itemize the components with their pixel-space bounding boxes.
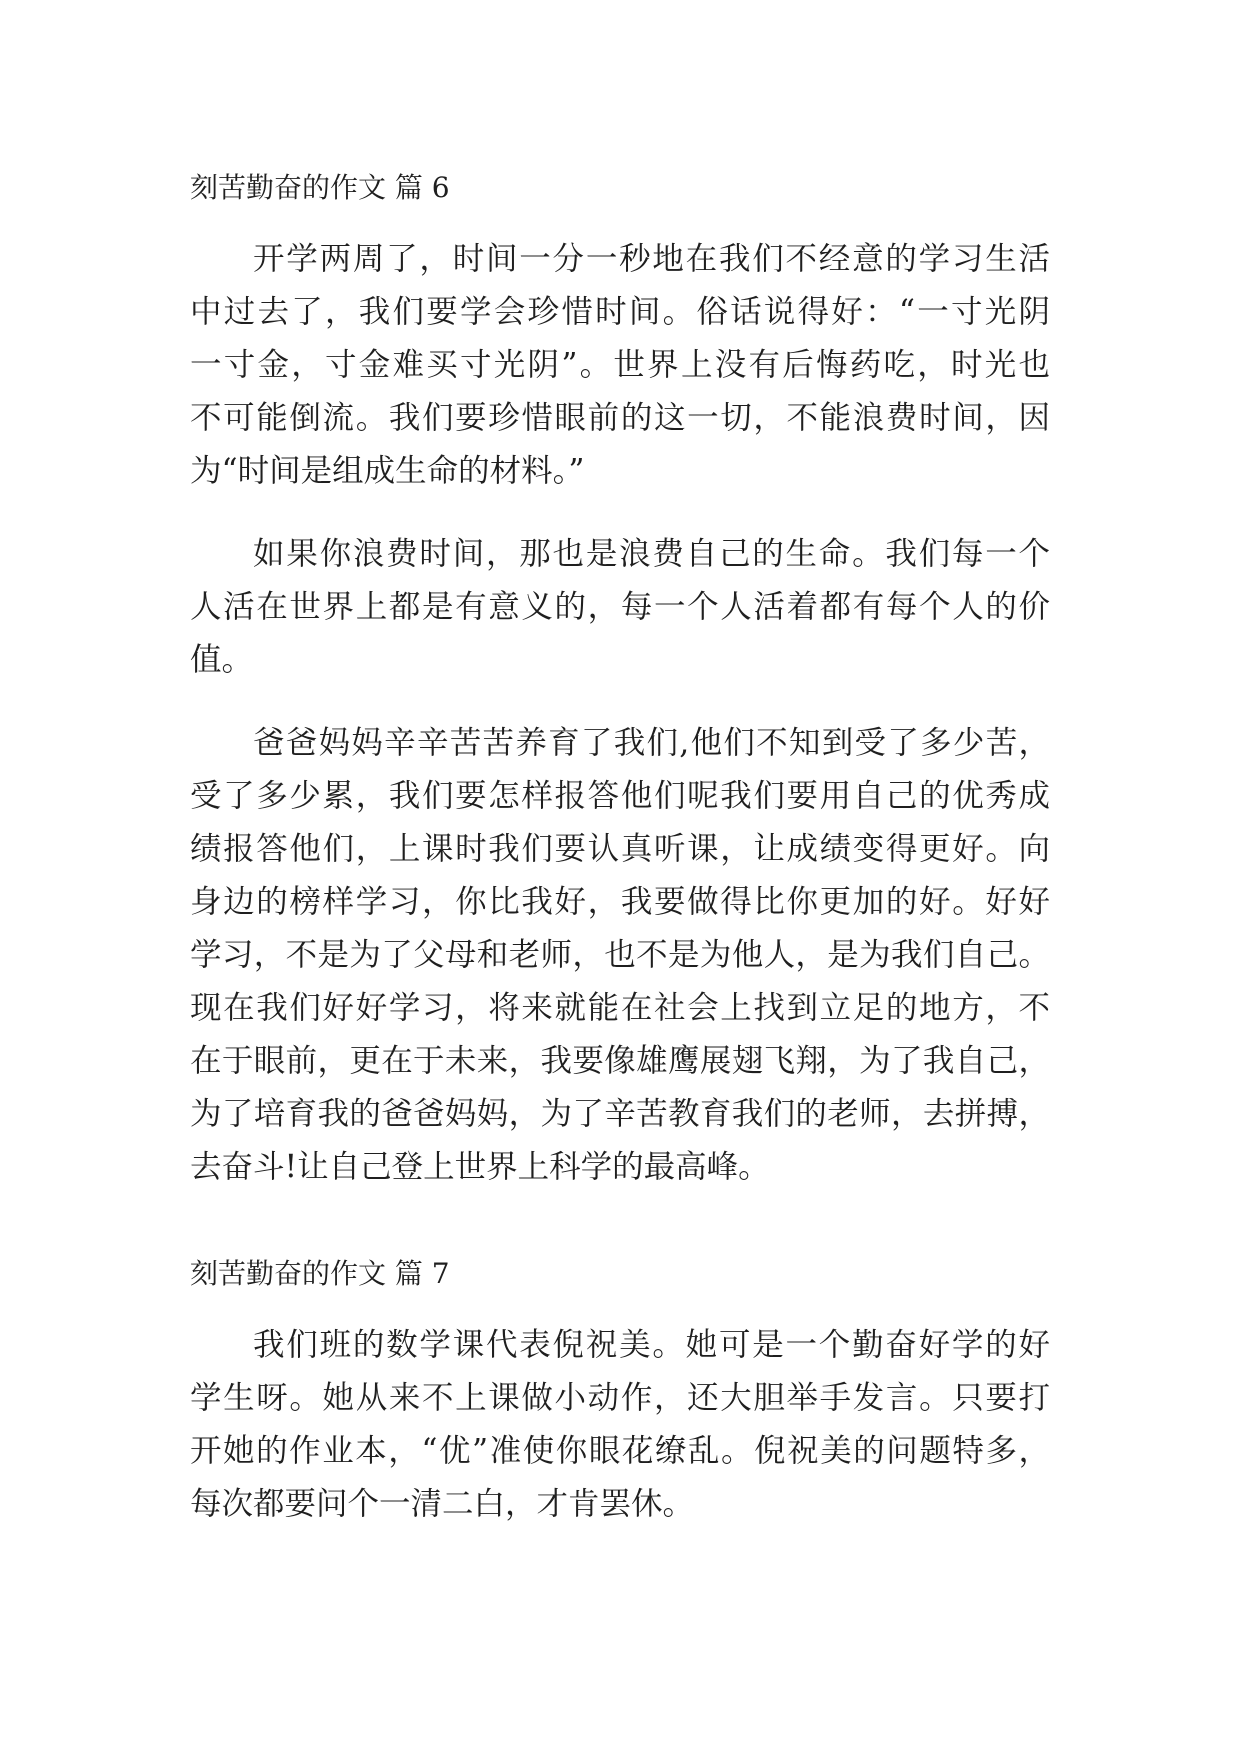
paragraph <box>190 1319 1050 1531</box>
text-line: 去奋斗!让自己登上世界上科学的最高峰。 <box>190 1149 770 1185</box>
text-line: 不可能倒流。我们要珍惜眼前的这一切，不能浪费时间，因 <box>190 400 1050 436</box>
text-line: 值。 <box>190 642 254 678</box>
text-line: 开她的作业本，“优”准使你眼花缭乱。倪祝美的问题特多， <box>190 1433 1050 1469</box>
paragraph <box>190 528 1050 687</box>
text-line: 开学两周了，时间一分一秒地在我们不经意的学习生活 <box>253 241 1050 277</box>
text-line: 绩报答他们，上课时我们要认真听课，让成绩变得更好。向 <box>190 831 1050 867</box>
text-line: 中过去了，我们要学会珍惜时间。俗话说得好：“一寸光阴 <box>190 294 1050 330</box>
text-line: 为“时间是组成生命的材料。” <box>190 453 585 489</box>
paragraph <box>190 233 1050 498</box>
essay-title: 刻苦勤奋的作文 篇 6 <box>190 171 450 204</box>
text-line: 一寸金，寸金难买寸光阴”。世界上没有后悔药吃，时光也 <box>190 347 1050 383</box>
text-line: 为了培育我的爸爸妈妈，为了辛苦教育我们的老师，去拼搏， <box>190 1096 1050 1132</box>
essay-section-6 <box>190 170 1050 1194</box>
text-line: 学生呀。她从来不上课做小动作，还大胆举手发言。只要打 <box>190 1380 1050 1416</box>
text-line: 在于眼前，更在于未来，我要像雄鹰展翅飞翔，为了我自己， <box>190 1043 1050 1079</box>
text-line: 受了多少累，我们要怎样报答他们呢我们要用自己的优秀成 <box>190 778 1050 814</box>
text-line: 人活在世界上都是有意义的，每一个人活着都有每个人的价 <box>190 589 1050 625</box>
text-line: 如果你浪费时间，那也是浪费自己的生命。我们每一个 <box>253 536 1050 572</box>
text-line: 学习，不是为了父母和老师，也不是为他人，是为我们自己。 <box>190 937 1050 973</box>
essay-title: 刻苦勤奋的作文 篇 7 <box>190 1257 450 1290</box>
text-line: 爸爸妈妈辛辛苦苦养育了我们,他们不知到受了多少苦， <box>253 725 1050 761</box>
paragraph <box>190 717 1050 1194</box>
text-line: 我们班的数学课代表倪祝美。她可是一个勤奋好学的好 <box>253 1327 1050 1363</box>
text-line: 现在我们好好学习，将来就能在社会上找到立足的地方，不 <box>190 990 1050 1026</box>
essay-section-7 <box>190 1256 1050 1531</box>
text-line: 每次都要问个一清二白，才肯罢休。 <box>190 1486 695 1522</box>
text-line: 身边的榜样学习，你比我好，我要做得比你更加的好。好好 <box>190 884 1050 920</box>
